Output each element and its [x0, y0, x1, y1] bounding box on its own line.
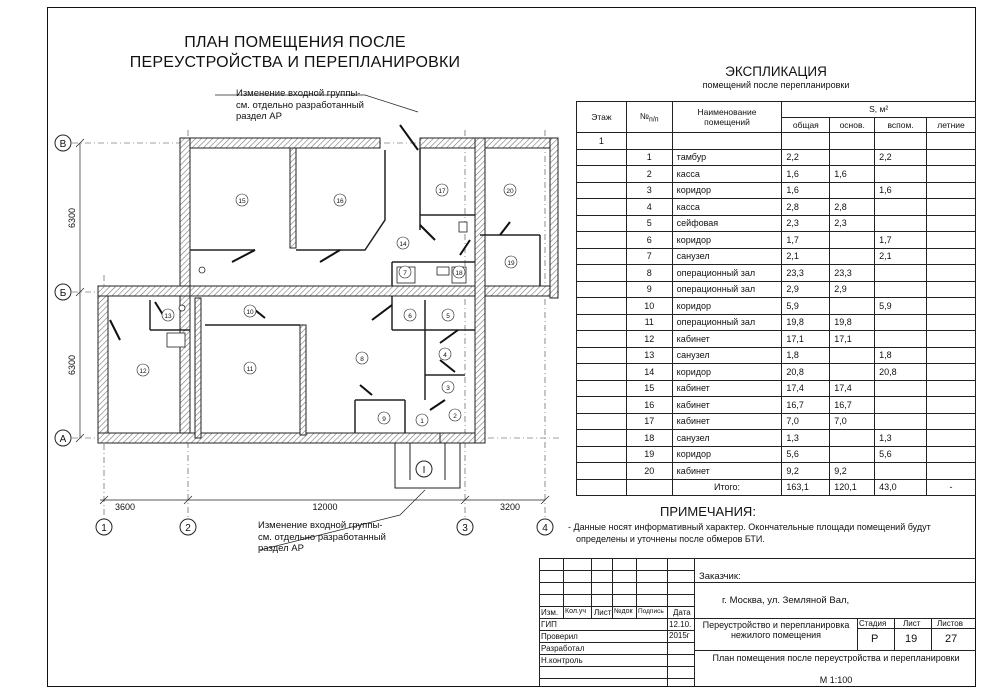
- floor-cell: [577, 413, 627, 430]
- axis-label-3: 3: [462, 523, 468, 534]
- notes-line1: - Данные носят информативный характер. Окончательные площади помещений будут: [568, 522, 931, 532]
- area-total-cell: 17,4: [782, 380, 830, 397]
- area-total-cell: 5,6: [782, 446, 830, 463]
- area-summer-cell: [927, 413, 976, 430]
- room-tag-13: [162, 309, 174, 321]
- area-aux-cell: [875, 413, 927, 430]
- floor-cell: [577, 281, 627, 298]
- totals-label: Итого:: [672, 479, 782, 496]
- room-name-cell: касса: [672, 166, 782, 183]
- stamp-stage-h: Стадия: [859, 619, 887, 628]
- room-tag-11: [244, 362, 256, 374]
- stamp-role-checked: Проверил: [541, 632, 578, 641]
- table-row: [577, 281, 976, 298]
- area-summer-cell: [927, 248, 976, 265]
- stamp-col-ndok: №док: [614, 608, 633, 615]
- section-label: I: [422, 465, 426, 476]
- room-tag-19: [505, 256, 517, 268]
- area-aux-cell: [875, 265, 927, 282]
- table-row: [577, 298, 976, 315]
- area-total-cell: 2,3: [782, 215, 830, 232]
- room-name-cell: санузел: [672, 248, 782, 265]
- area-total-cell: 19,8: [782, 314, 830, 331]
- plan-title-line1: ПЛАН ПОМЕЩЕНИЯ ПОСЛЕ: [184, 34, 406, 51]
- room-name-cell: касса: [672, 199, 782, 216]
- room-tag-4: [439, 348, 451, 360]
- area-total-cell: 16,7: [782, 397, 830, 414]
- axis-label-a: А: [59, 434, 67, 445]
- room-tag-7: [399, 266, 411, 278]
- stamp-col-date: Дата: [673, 608, 691, 617]
- area-summer-cell: [927, 397, 976, 414]
- notes-text: [568, 521, 968, 545]
- area-main-cell: [830, 364, 875, 381]
- area-aux-cell: [875, 314, 927, 331]
- empty-cell: [927, 133, 976, 150]
- room-name-cell: коридор: [672, 182, 782, 199]
- table-row: [577, 215, 976, 232]
- svg-text:1: 1: [420, 418, 424, 425]
- room-tag-20: [504, 184, 516, 196]
- room-name-cell: сейфовая: [672, 215, 782, 232]
- room-tag-3: [442, 381, 454, 393]
- axis-label-2: 2: [185, 523, 191, 534]
- area-main-cell: [830, 232, 875, 249]
- room-number-cell: 9: [626, 281, 672, 298]
- area-summer-cell: [927, 182, 976, 199]
- area-main-cell: [830, 347, 875, 364]
- explication-body: [577, 133, 976, 496]
- svg-text:12: 12: [139, 368, 147, 375]
- plumbing-fixtures: [167, 222, 467, 347]
- area-main-cell: [830, 430, 875, 447]
- stamp-date1: 12.10.: [669, 620, 692, 629]
- room-tag-9: [378, 412, 390, 424]
- area-total-cell: 2,8: [782, 199, 830, 216]
- totals-main: 120,1: [830, 479, 875, 496]
- area-aux-cell: 1,7: [875, 232, 927, 249]
- room-name-cell: операционный зал: [672, 265, 782, 282]
- floor-cell: [577, 215, 627, 232]
- area-total-cell: 1,7: [782, 232, 830, 249]
- note-bottom-line2: см. отдельно разработанный: [258, 531, 386, 543]
- area-total-cell: 5,9: [782, 298, 830, 315]
- area-main-cell: [830, 248, 875, 265]
- col-total: общая: [782, 117, 830, 133]
- area-aux-cell: [875, 199, 927, 216]
- table-row: [577, 331, 976, 348]
- room-number-cell: 8: [626, 265, 672, 282]
- room-name-cell: операционный зал: [672, 314, 782, 331]
- table-row: [577, 380, 976, 397]
- room-number-cell: 17: [626, 413, 672, 430]
- stamp-stage: Р: [871, 633, 879, 645]
- area-main-cell: 2,3: [830, 215, 875, 232]
- stamp-date2: 2015г: [669, 631, 690, 640]
- area-aux-cell: [875, 215, 927, 232]
- area-main-cell: 1,6: [830, 166, 875, 183]
- floor-cell: [577, 446, 627, 463]
- floor-cell: [577, 397, 627, 414]
- area-aux-cell: 5,6: [875, 446, 927, 463]
- note-entrance-top: [236, 88, 364, 123]
- note-top-line2: см. отдельно разработанный: [236, 99, 364, 111]
- area-main-cell: [830, 182, 875, 199]
- walls: [98, 138, 558, 443]
- room-tag-14: [397, 237, 409, 249]
- area-summer-cell: [927, 331, 976, 348]
- room-number-cell: 16: [626, 397, 672, 414]
- area-total-cell: 1,8: [782, 347, 830, 364]
- empty-cell: [782, 133, 830, 150]
- stamp-col-list: Лист: [594, 608, 612, 617]
- table-row: [577, 446, 976, 463]
- room-tag-15: [236, 194, 248, 206]
- area-total-cell: 1,3: [782, 430, 830, 447]
- stamp-sheets-h: Листов: [937, 619, 963, 628]
- floor-cell: [577, 347, 627, 364]
- area-summer-cell: [927, 149, 976, 166]
- col-num-label: №: [639, 110, 649, 121]
- stamp-sheet-h: Лист: [903, 619, 921, 628]
- room-name-cell: коридор: [672, 364, 782, 381]
- svg-text:2: 2: [453, 413, 457, 420]
- explication-table: [576, 101, 976, 496]
- area-total-cell: 7,0: [782, 413, 830, 430]
- floor-cell: [577, 265, 627, 282]
- area-aux-cell: 1,6: [875, 182, 927, 199]
- area-total-cell: 1,6: [782, 182, 830, 199]
- totals-summer: -: [927, 479, 976, 496]
- stamp-col-koluch: Кол.уч: [565, 608, 586, 615]
- table-row: [577, 133, 976, 150]
- svg-text:5: 5: [446, 313, 450, 320]
- room-name-cell: кабинет: [672, 380, 782, 397]
- area-aux-cell: [875, 331, 927, 348]
- area-main-cell: [830, 298, 875, 315]
- plan-title-line2: ПЕРЕУСТРОЙСТВА И ПЕРЕПЛАНИРОВКИ: [129, 54, 461, 71]
- area-main-cell: [830, 149, 875, 166]
- area-aux-cell: 20,8: [875, 364, 927, 381]
- area-summer-cell: [927, 298, 976, 315]
- room-name-cell: операционный зал: [672, 281, 782, 298]
- table-row: [577, 199, 976, 216]
- area-total-cell: 23,3: [782, 265, 830, 282]
- table-row: [577, 314, 976, 331]
- area-main-cell: 19,8: [830, 314, 875, 331]
- col-num-sub: п/п: [649, 115, 659, 124]
- area-summer-cell: [927, 232, 976, 249]
- floor-cell: 1: [577, 133, 627, 150]
- table-row: [577, 232, 976, 249]
- area-aux-cell: 2,1: [875, 248, 927, 265]
- room-number-cell: 10: [626, 298, 672, 315]
- area-main-cell: 17,4: [830, 380, 875, 397]
- empty-cell: [626, 479, 672, 496]
- area-summer-cell: [927, 380, 976, 397]
- floor-cell: [577, 232, 627, 249]
- dim-3200: 3200: [499, 502, 521, 512]
- floor-cell: [577, 331, 627, 348]
- stamp-project: Переустройство и перепланировка нежилого помещения: [702, 620, 850, 640]
- floor-cell: [577, 430, 627, 447]
- area-summer-cell: [927, 446, 976, 463]
- room-name-cell: тамбур: [672, 149, 782, 166]
- area-aux-cell: 1,3: [875, 430, 927, 447]
- room-tag-6: [404, 309, 416, 321]
- table-row: [577, 347, 976, 364]
- room-tag-1: [416, 414, 428, 426]
- area-summer-cell: [927, 215, 976, 232]
- empty-cell: [830, 133, 875, 150]
- col-num: [626, 102, 672, 133]
- svg-text:10: 10: [246, 309, 254, 316]
- floor-cell: [577, 364, 627, 381]
- room-number-cell: 14: [626, 364, 672, 381]
- dim-6300-upper: 6300: [67, 207, 77, 229]
- stamp-customer: Заказчик:: [699, 571, 741, 582]
- room-number-cell: 1: [626, 149, 672, 166]
- room-number-cell: 3: [626, 182, 672, 199]
- room-number-cell: 19: [626, 446, 672, 463]
- svg-text:17: 17: [438, 188, 446, 195]
- area-total-cell: 9,2: [782, 463, 830, 480]
- svg-text:9: 9: [382, 416, 386, 423]
- note-top-line3: раздел АР: [236, 111, 282, 122]
- area-summer-cell: [927, 265, 976, 282]
- area-aux-cell: [875, 380, 927, 397]
- svg-text:3: 3: [446, 385, 450, 392]
- svg-text:15: 15: [238, 198, 246, 205]
- explication-title: ЭКСПЛИКАЦИЯ: [725, 64, 827, 79]
- room-tag-5: [442, 309, 454, 321]
- area-summer-cell: [927, 166, 976, 183]
- area-total-cell: 2,1: [782, 248, 830, 265]
- floor-cell: [577, 298, 627, 315]
- area-main-cell: 2,9: [830, 281, 875, 298]
- table-row: [577, 265, 976, 282]
- area-aux-cell: [875, 166, 927, 183]
- col-floor: Этаж: [577, 102, 627, 133]
- axis-label-v: В: [59, 139, 67, 150]
- area-aux-cell: [875, 281, 927, 298]
- area-summer-cell: [927, 199, 976, 216]
- col-area: S, м²: [782, 102, 976, 118]
- area-main-cell: 23,3: [830, 265, 875, 282]
- floor-cell: [577, 463, 627, 480]
- room-name-cell: коридор: [672, 232, 782, 249]
- svg-text:7: 7: [403, 270, 407, 277]
- area-main-cell: 9,2: [830, 463, 875, 480]
- area-total-cell: 17,1: [782, 331, 830, 348]
- svg-text:4: 4: [443, 352, 447, 359]
- room-name-cell: санузел: [672, 430, 782, 447]
- table-row: [577, 430, 976, 447]
- dim-12000: 12000: [312, 502, 338, 512]
- totals-row: [577, 479, 976, 496]
- area-summer-cell: [927, 314, 976, 331]
- area-summer-cell: [927, 463, 976, 480]
- empty-cell: [577, 479, 627, 496]
- room-tag-17: [436, 184, 448, 196]
- stamp-role-developed: Разработал: [541, 644, 585, 653]
- area-main-cell: [830, 446, 875, 463]
- area-total-cell: 1,6: [782, 166, 830, 183]
- room-tag-8: [356, 352, 368, 364]
- stamp-col-izm: Изм.: [541, 608, 559, 617]
- svg-text:16: 16: [336, 198, 344, 205]
- area-summer-cell: [927, 347, 976, 364]
- area-aux-cell: 1,8: [875, 347, 927, 364]
- stamp-role-control: Н.контроль: [541, 656, 583, 665]
- area-total-cell: 2,9: [782, 281, 830, 298]
- note-top-line1: Изменение входной группы-: [236, 88, 361, 99]
- empty-cell: [875, 133, 927, 150]
- room-name-cell: кабинет: [672, 331, 782, 348]
- floor-cell: [577, 182, 627, 199]
- stamp-sheet: 19: [905, 633, 918, 645]
- area-summer-cell: [927, 281, 976, 298]
- stamp-scale: М 1:100: [819, 675, 853, 685]
- area-aux-cell: [875, 397, 927, 414]
- area-aux-cell: [875, 463, 927, 480]
- stamp-address: г. Москва, ул. Земляной Вал,: [722, 595, 850, 606]
- area-main-cell: 16,7: [830, 397, 875, 414]
- svg-text:14: 14: [399, 241, 407, 248]
- room-name-cell: коридор: [672, 298, 782, 315]
- dim-3600: 3600: [114, 502, 136, 512]
- table-row: [577, 463, 976, 480]
- room-number-cell: 13: [626, 347, 672, 364]
- totals-total: 163,1: [782, 479, 830, 496]
- table-row: [577, 413, 976, 430]
- totals-aux: 43,0: [875, 479, 927, 496]
- col-aux: вспом.: [875, 117, 927, 133]
- stamp-role-gip: ГИП: [541, 620, 557, 629]
- svg-text:20: 20: [506, 188, 514, 195]
- floor-cell: [577, 248, 627, 265]
- explication-subtitle: помещений после перепланировки: [702, 80, 850, 90]
- room-number-cell: 11: [626, 314, 672, 331]
- room-tag-12: [137, 364, 149, 376]
- area-total-cell: 2,2: [782, 149, 830, 166]
- room-tag-10: [244, 305, 256, 317]
- axis-label-4: 4: [542, 523, 548, 534]
- col-main: основ.: [830, 117, 875, 133]
- table-row: [577, 364, 976, 381]
- area-summer-cell: [927, 430, 976, 447]
- room-number-cell: 15: [626, 380, 672, 397]
- doors: [110, 125, 510, 410]
- room-number-cell: 6: [626, 232, 672, 249]
- area-aux-cell: 2,2: [875, 149, 927, 166]
- table-row: [577, 166, 976, 183]
- col-summer: летние: [927, 117, 976, 133]
- note-bottom-line1: Изменение входной группы-: [258, 520, 383, 531]
- room-name-cell: кабинет: [672, 413, 782, 430]
- room-name-cell: коридор: [672, 446, 782, 463]
- area-main-cell: 17,1: [830, 331, 875, 348]
- notes-line2: определены и уточнены после обмеров БТИ.: [576, 534, 765, 544]
- axis-lines: [72, 130, 560, 520]
- table-row: [577, 182, 976, 199]
- floor-cell: [577, 199, 627, 216]
- table-row: [577, 149, 976, 166]
- col-name: Наименование помещений: [672, 102, 782, 133]
- axis-label-b: Б: [59, 288, 67, 299]
- floor-cell: [577, 380, 627, 397]
- svg-text:8: 8: [360, 356, 364, 363]
- room-number-cell: 18: [626, 430, 672, 447]
- area-total-cell: 20,8: [782, 364, 830, 381]
- room-number-cell: 2: [626, 166, 672, 183]
- floor-cell: [577, 166, 627, 183]
- svg-text:19: 19: [507, 260, 515, 267]
- room-tag-16: [334, 194, 346, 206]
- room-number-cell: 4: [626, 199, 672, 216]
- room-number-cell: 12: [626, 331, 672, 348]
- stamp-col-sign: Подпись: [638, 608, 664, 615]
- table-row: [577, 397, 976, 414]
- room-name-cell: кабинет: [672, 463, 782, 480]
- dim-6300-lower: 6300: [67, 354, 77, 376]
- svg-text:11: 11: [246, 366, 254, 373]
- room-number-cell: 20: [626, 463, 672, 480]
- note-bottom-line3: раздел АР: [258, 543, 304, 554]
- svg-text:6: 6: [408, 313, 412, 320]
- table-row: [577, 248, 976, 265]
- room-tag-2: [449, 409, 461, 421]
- empty-cell: [626, 133, 672, 150]
- room-number-cell: 7: [626, 248, 672, 265]
- area-main-cell: 7,0: [830, 413, 875, 430]
- area-main-cell: 2,8: [830, 199, 875, 216]
- empty-cell: [672, 133, 782, 150]
- room-name-cell: кабинет: [672, 397, 782, 414]
- room-number-cell: 5: [626, 215, 672, 232]
- room-name-cell: санузел: [672, 347, 782, 364]
- svg-text:18: 18: [455, 270, 463, 277]
- stamp-sheets: 27: [945, 633, 958, 645]
- stamp-drawing: План помещения после переустройства и перепланировки: [712, 653, 960, 663]
- title-block: [539, 558, 976, 687]
- floor-cell: [577, 149, 627, 166]
- axis-label-1: 1: [101, 523, 107, 534]
- floor-cell: [577, 314, 627, 331]
- room-tag-18: [453, 266, 465, 278]
- area-aux-cell: 5,9: [875, 298, 927, 315]
- notes-title: ПРИМЕЧАНИЯ:: [660, 504, 756, 519]
- area-summer-cell: [927, 364, 976, 381]
- svg-text:13: 13: [164, 313, 172, 320]
- note-entrance-bottom: [258, 520, 386, 555]
